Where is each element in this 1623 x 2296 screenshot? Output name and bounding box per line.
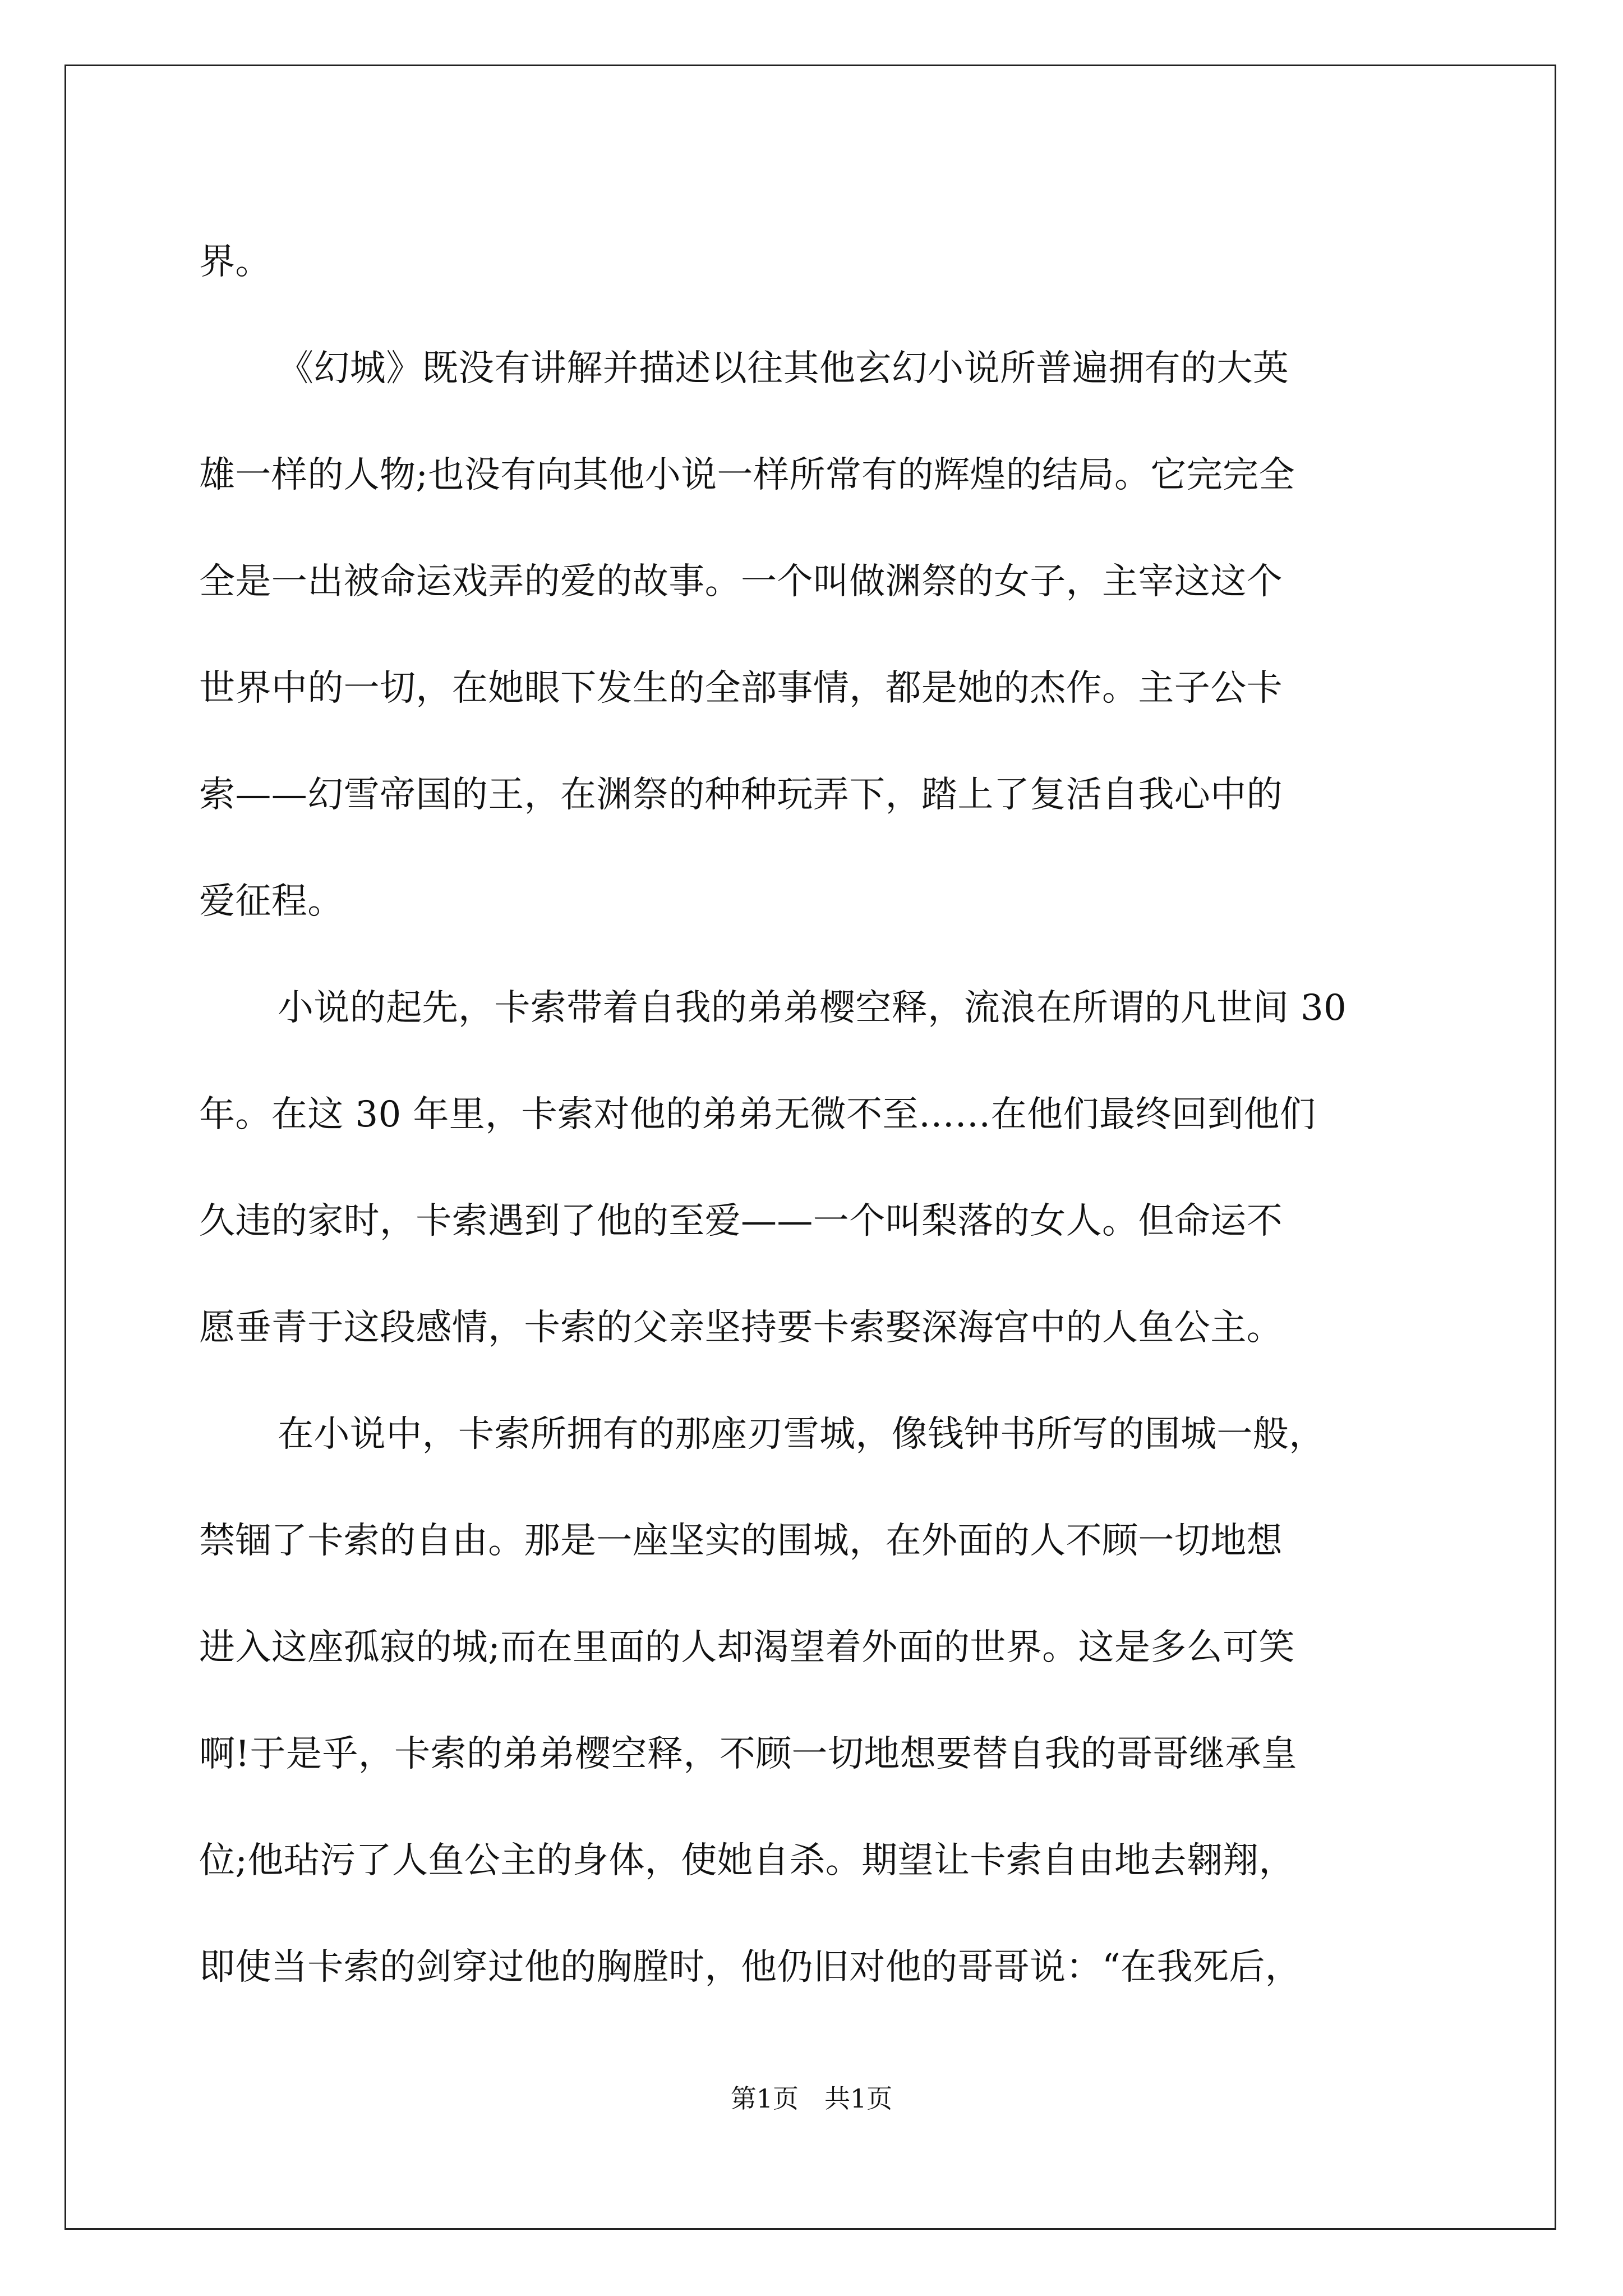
text-line: 索——幻雪帝国的王，在渊祭的种种玩弄下，踏上了复活自我心中的 [199,774,1283,816]
text-line: 世界中的一切，在她眼下发生的全部事情，都是她的杰作。主子公卡 [199,668,1283,709]
text-line: 久违的家时，卡索遇到了他的至爱——一个叫梨落的女人。但命运不 [199,1200,1283,1242]
text-line: 进入这座孤寂的城;而在里面的人却渴望着外面的世界。这是多么可笑 [199,1627,1295,1668]
text-line: 愿垂青于这段感情，卡索的父亲坚持要卡索娶深海宫中的人鱼公主。 [199,1307,1283,1349]
text-line: 位;他玷污了人鱼公主的身体，使她自杀。期望让卡索自由地去翱翔， [199,1840,1295,1881]
text-line: 爱征程。 [199,881,344,922]
text-line: 小说的起先，卡索带着自我的弟弟樱空释，流浪在所谓的凡世间 30 [278,987,1347,1029]
document-body [199,209,1433,2021]
page-number-footer: 第1页 共1页 [730,2083,893,2114]
text-line: 即使当卡索的剑穿过他的胸膛时，他仍旧对他的哥哥说：“在我死后， [199,1947,1302,1988]
text-line: 年。在这 30 年里，卡索对他的弟弟无微不至……在他们最终回到他们 [199,1094,1316,1135]
text-line: 全是一出被命运戏弄的爱的故事。一个叫做渊祭的女子，主宰这这个 [199,561,1283,602]
text-line: 界。 [199,241,271,283]
text-line: 啊!于是乎，卡索的弟弟樱空释，不顾一切地想要替自我的哥哥继承皇 [199,1733,1298,1775]
text-line: 雄一样的人物;也没有向其他小说一样所常有的辉煌的结局。它完完全 [199,454,1295,496]
text-line: 《幻城》既没有讲解并描述以往其他玄幻小说所普遍拥有的大英 [278,348,1289,389]
text-line: 在小说中，卡索所拥有的那座刃雪城，像钱钟书所写的围城一般， [278,1414,1325,1455]
text-line: 禁锢了卡索的自由。那是一座坚实的围城，在外面的人不顾一切地想 [199,1520,1283,1562]
